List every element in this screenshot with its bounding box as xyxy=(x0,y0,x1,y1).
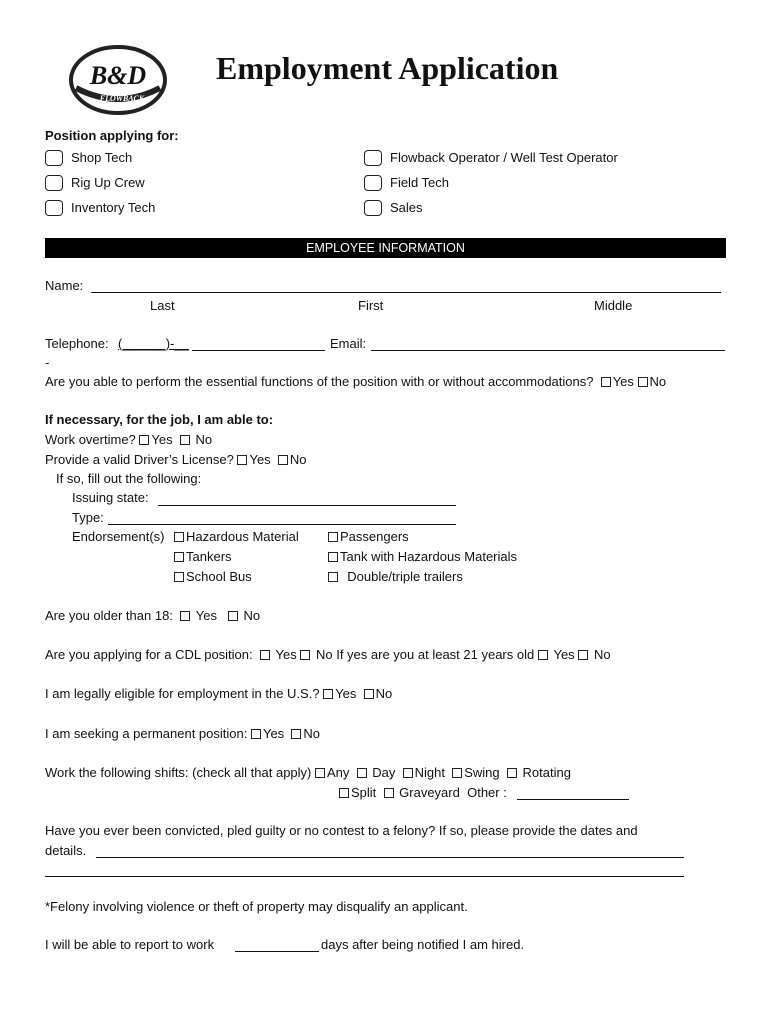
endorsement-tankers[interactable]: Tankers xyxy=(174,549,232,564)
license-no-checkbox[interactable] xyxy=(278,455,288,465)
permanent-row: I am seeking a permanent position: Yes No xyxy=(45,726,321,741)
cdl-yes-checkbox[interactable] xyxy=(260,650,270,660)
position-option-rig-up-crew[interactable]: Rig Up Crew xyxy=(45,175,145,191)
permanent-no-checkbox[interactable] xyxy=(291,729,301,739)
email-field[interactable] xyxy=(371,350,725,351)
logo-subtext: FLOWBACK xyxy=(99,94,145,103)
shift-night-checkbox[interactable] xyxy=(403,768,413,778)
position-option-shop-tech[interactable]: Shop Tech xyxy=(45,150,132,166)
endorsements-label: Endorsement(s) xyxy=(72,529,165,544)
issuing-state-field[interactable] xyxy=(158,505,456,506)
name-label: Name: xyxy=(45,278,84,293)
telephone-label: Telephone: xyxy=(45,336,109,351)
shift-split-checkbox[interactable] xyxy=(339,788,349,798)
type-field[interactable] xyxy=(108,524,456,525)
felony-question: Have you ever been convicted, pled guilty or no contest to a felony? If so, please provide the dates and xyxy=(45,823,638,838)
shifts-row-2: Split Graveyard Other : xyxy=(339,785,507,800)
fill-out-label: If so, fill out the following: xyxy=(56,471,202,486)
eligible-row: I am legally eligible for employment in the U.S.? Yes No xyxy=(45,686,393,701)
checkbox[interactable] xyxy=(45,200,63,216)
stray-dash: - xyxy=(45,355,50,370)
report-days-field[interactable] xyxy=(235,951,319,952)
position-option-inventory-tech[interactable]: Inventory Tech xyxy=(45,200,155,216)
position-option-field-tech[interactable]: Field Tech xyxy=(364,175,449,191)
shifts-row: Work the following shifts: (check all that apply) Any Day Night Swing Rotating xyxy=(45,765,571,780)
email-label: Email: xyxy=(330,336,367,351)
name-first-caption: First xyxy=(358,298,384,313)
endorsement-hazardous-material[interactable]: Hazardous Material xyxy=(174,529,299,544)
company-logo xyxy=(68,44,168,116)
endorsement-passengers[interactable]: Passengers xyxy=(328,529,409,544)
logo-text: B&D xyxy=(89,61,147,90)
age-21-no-checkbox[interactable] xyxy=(578,650,588,660)
checkbox[interactable] xyxy=(364,200,382,216)
eligible-no-checkbox[interactable] xyxy=(364,689,374,699)
shift-graveyard-checkbox[interactable] xyxy=(384,788,394,798)
name-middle-caption: Middle xyxy=(594,298,633,313)
essential-no-checkbox[interactable] xyxy=(638,377,648,387)
cdl-no-checkbox[interactable] xyxy=(300,650,310,660)
position-option-sales[interactable]: Sales xyxy=(364,200,423,216)
shift-rotating-checkbox[interactable] xyxy=(507,768,517,778)
checkbox[interactable] xyxy=(45,150,63,166)
telephone-format: (______)-__ xyxy=(118,336,189,351)
felony-details-field-2[interactable] xyxy=(45,876,684,877)
endorsement-double-triple[interactable]: Double/triple trailers xyxy=(328,569,463,584)
shift-day-checkbox[interactable] xyxy=(357,768,367,778)
position-label: Position applying for: xyxy=(45,128,179,143)
felony-details-label: details. xyxy=(45,843,87,858)
endorsement-school-bus[interactable]: School Bus xyxy=(174,569,252,584)
name-field[interactable] xyxy=(91,292,721,293)
job-abilities-heading: If necessary, for the job, I am able to: xyxy=(45,412,274,427)
older-18-no-checkbox[interactable] xyxy=(228,611,238,621)
report-before: I will be able to report to work xyxy=(45,937,215,952)
felony-note: *Felony involving violence or theft of property may disqualify an applicant. xyxy=(45,899,468,914)
report-after: days after being notified I am hired. xyxy=(321,937,525,952)
eligible-yes-checkbox[interactable] xyxy=(323,689,333,699)
essential-functions-row: Are you able to perform the essential functions of the position with or without accommodations? Yes No xyxy=(45,374,667,389)
license-yes-checkbox[interactable] xyxy=(237,455,247,465)
type-label: Type: xyxy=(72,510,104,525)
overtime-yes-checkbox[interactable] xyxy=(139,435,149,445)
cdl-row: Are you applying for a CDL position: Yes No If yes are you at least 21 years old Yes No xyxy=(45,647,611,662)
overtime-row: Work overtime? Yes No xyxy=(45,432,213,447)
older-18-yes-checkbox[interactable] xyxy=(180,611,190,621)
older-18-row: Are you older than 18: Yes No xyxy=(45,608,261,623)
issuing-state-label: Issuing state: xyxy=(72,490,149,505)
section-header-employee-information: EMPLOYEE INFORMATION xyxy=(45,238,726,258)
shift-other-field[interactable] xyxy=(517,799,629,800)
age-21-yes-checkbox[interactable] xyxy=(538,650,548,660)
shift-swing-checkbox[interactable] xyxy=(452,768,462,778)
permanent-yes-checkbox[interactable] xyxy=(251,729,261,739)
shift-any-checkbox[interactable] xyxy=(315,768,325,778)
name-last-caption: Last xyxy=(150,298,175,313)
endorsement-tank-hazardous[interactable]: Tank with Hazardous Materials xyxy=(328,549,517,564)
felony-details-field[interactable] xyxy=(96,857,684,858)
checkbox[interactable] xyxy=(364,175,382,191)
license-row: Provide a valid Driver’s License? Yes No xyxy=(45,452,307,467)
checkbox[interactable] xyxy=(364,150,382,166)
page-title: Employment Application xyxy=(216,50,559,86)
essential-yes-checkbox[interactable] xyxy=(601,377,611,387)
telephone-field[interactable] xyxy=(192,350,325,351)
overtime-no-checkbox[interactable] xyxy=(180,435,190,445)
checkbox[interactable] xyxy=(45,175,63,191)
position-option-flowback-operator[interactable]: Flowback Operator / Well Test Operator xyxy=(364,150,618,166)
